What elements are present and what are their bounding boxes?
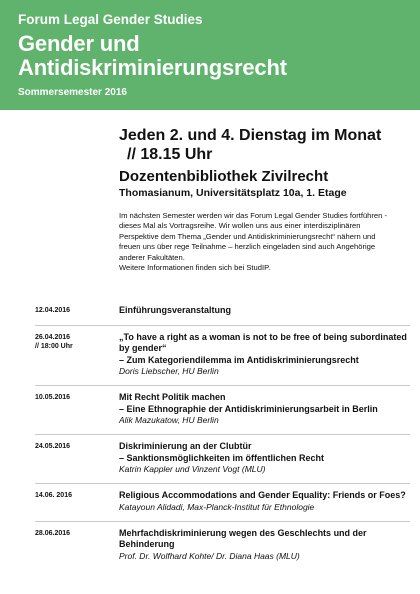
event-row xyxy=(35,299,410,325)
event-subtitle: – Zum Kategoriendilemma im Antidiskriminierungsrecht xyxy=(119,354,359,365)
event-body xyxy=(119,332,409,378)
semester-label: Sommersemester 2016 xyxy=(18,87,127,98)
event-row xyxy=(35,434,410,483)
event-body xyxy=(119,528,409,562)
series-name: Forum Legal Gender Studies xyxy=(18,12,203,27)
event-title: Mit Recht Politik machen xyxy=(119,392,226,402)
event-title: Einführungsveranstaltung xyxy=(119,305,232,315)
time-text: // 18.15 Uhr xyxy=(127,146,213,163)
event-title: Diskriminierung an der Clubtür xyxy=(119,441,252,451)
event-title: Mehrfachdiskriminierung wegen des Geschlechts und der Behinderung xyxy=(119,527,367,549)
page-title xyxy=(18,32,402,80)
event-speaker: Katrin Kappler und Vinzent Vogt (MLU) xyxy=(119,464,266,474)
event-speaker: Alik Mazukatow, HU Berlin xyxy=(119,415,219,425)
event-date: 26.04.2016 // 18:00 Uhr xyxy=(35,333,73,350)
event-list xyxy=(35,299,410,570)
event-body xyxy=(119,490,409,513)
event-row xyxy=(35,325,410,386)
event-speaker: Prof. Dr. Wolfhard Kohte/ Dr. Diana Haas (MLU) xyxy=(119,550,300,561)
event-subtitle: – Sanktionsmöglichkeiten im öffentlichen Recht xyxy=(119,452,325,463)
schedule-text: Jeden 2. und 4. Dienstag im Monat xyxy=(119,127,382,144)
event-speaker: Katayoun Alidadi, Max-Planck-Institut für Ethnologie xyxy=(119,501,315,512)
event-date: 10.05.2016 xyxy=(35,394,71,401)
event-body xyxy=(119,441,409,475)
event-date: 12.04.2016 xyxy=(35,307,71,314)
event-title: „To have a right as a woman is not to be free of being subordinated by gender“ xyxy=(119,331,407,353)
description-text: Im nächsten Semester werden wir das Forum Legal Gender Studies fortführen - dieses Mal als Vortragsreihe. Wir wollen uns aus einer interdisziplinären Perspektive dem Thema „Gender und Antidiskriminierungsrecht“ nähern und freuen uns über rege Teilnahme – herzlich eingeladen sind auch Angehörige anderer Fakultäten. xyxy=(119,211,388,262)
more-info-text: Weitere Informationen finden sich bei StudIP. xyxy=(119,263,271,273)
title-line-2: Antidiskriminierungsrecht xyxy=(18,55,287,80)
event-subtitle: – Eine Ethnographie der Antidiskriminierungsarbeit in Berlin xyxy=(119,403,378,414)
info-block xyxy=(119,126,409,273)
event-date: 14.06. 2016 xyxy=(35,492,72,499)
event-title: Religious Accommodations and Gender Equality: Friends or Foes? xyxy=(119,490,406,500)
title-line-1: Gender und xyxy=(18,31,140,56)
event-date: 28.06.2016 xyxy=(35,529,71,537)
venue-address: Thomasianum, Universitätsplatz 10a, 1. Etage xyxy=(119,187,347,199)
venue-name: Dozentenbibliothek Zivilrecht xyxy=(119,168,329,185)
event-date: 24.05.2016 xyxy=(35,443,71,450)
header-banner xyxy=(0,0,420,110)
event-body xyxy=(119,392,409,426)
event-row xyxy=(35,385,410,434)
event-body xyxy=(119,305,409,317)
event-speaker: Doris Liebscher, HU Berlin xyxy=(119,366,219,376)
event-row xyxy=(35,483,410,521)
event-row xyxy=(35,521,410,570)
description xyxy=(119,211,399,273)
